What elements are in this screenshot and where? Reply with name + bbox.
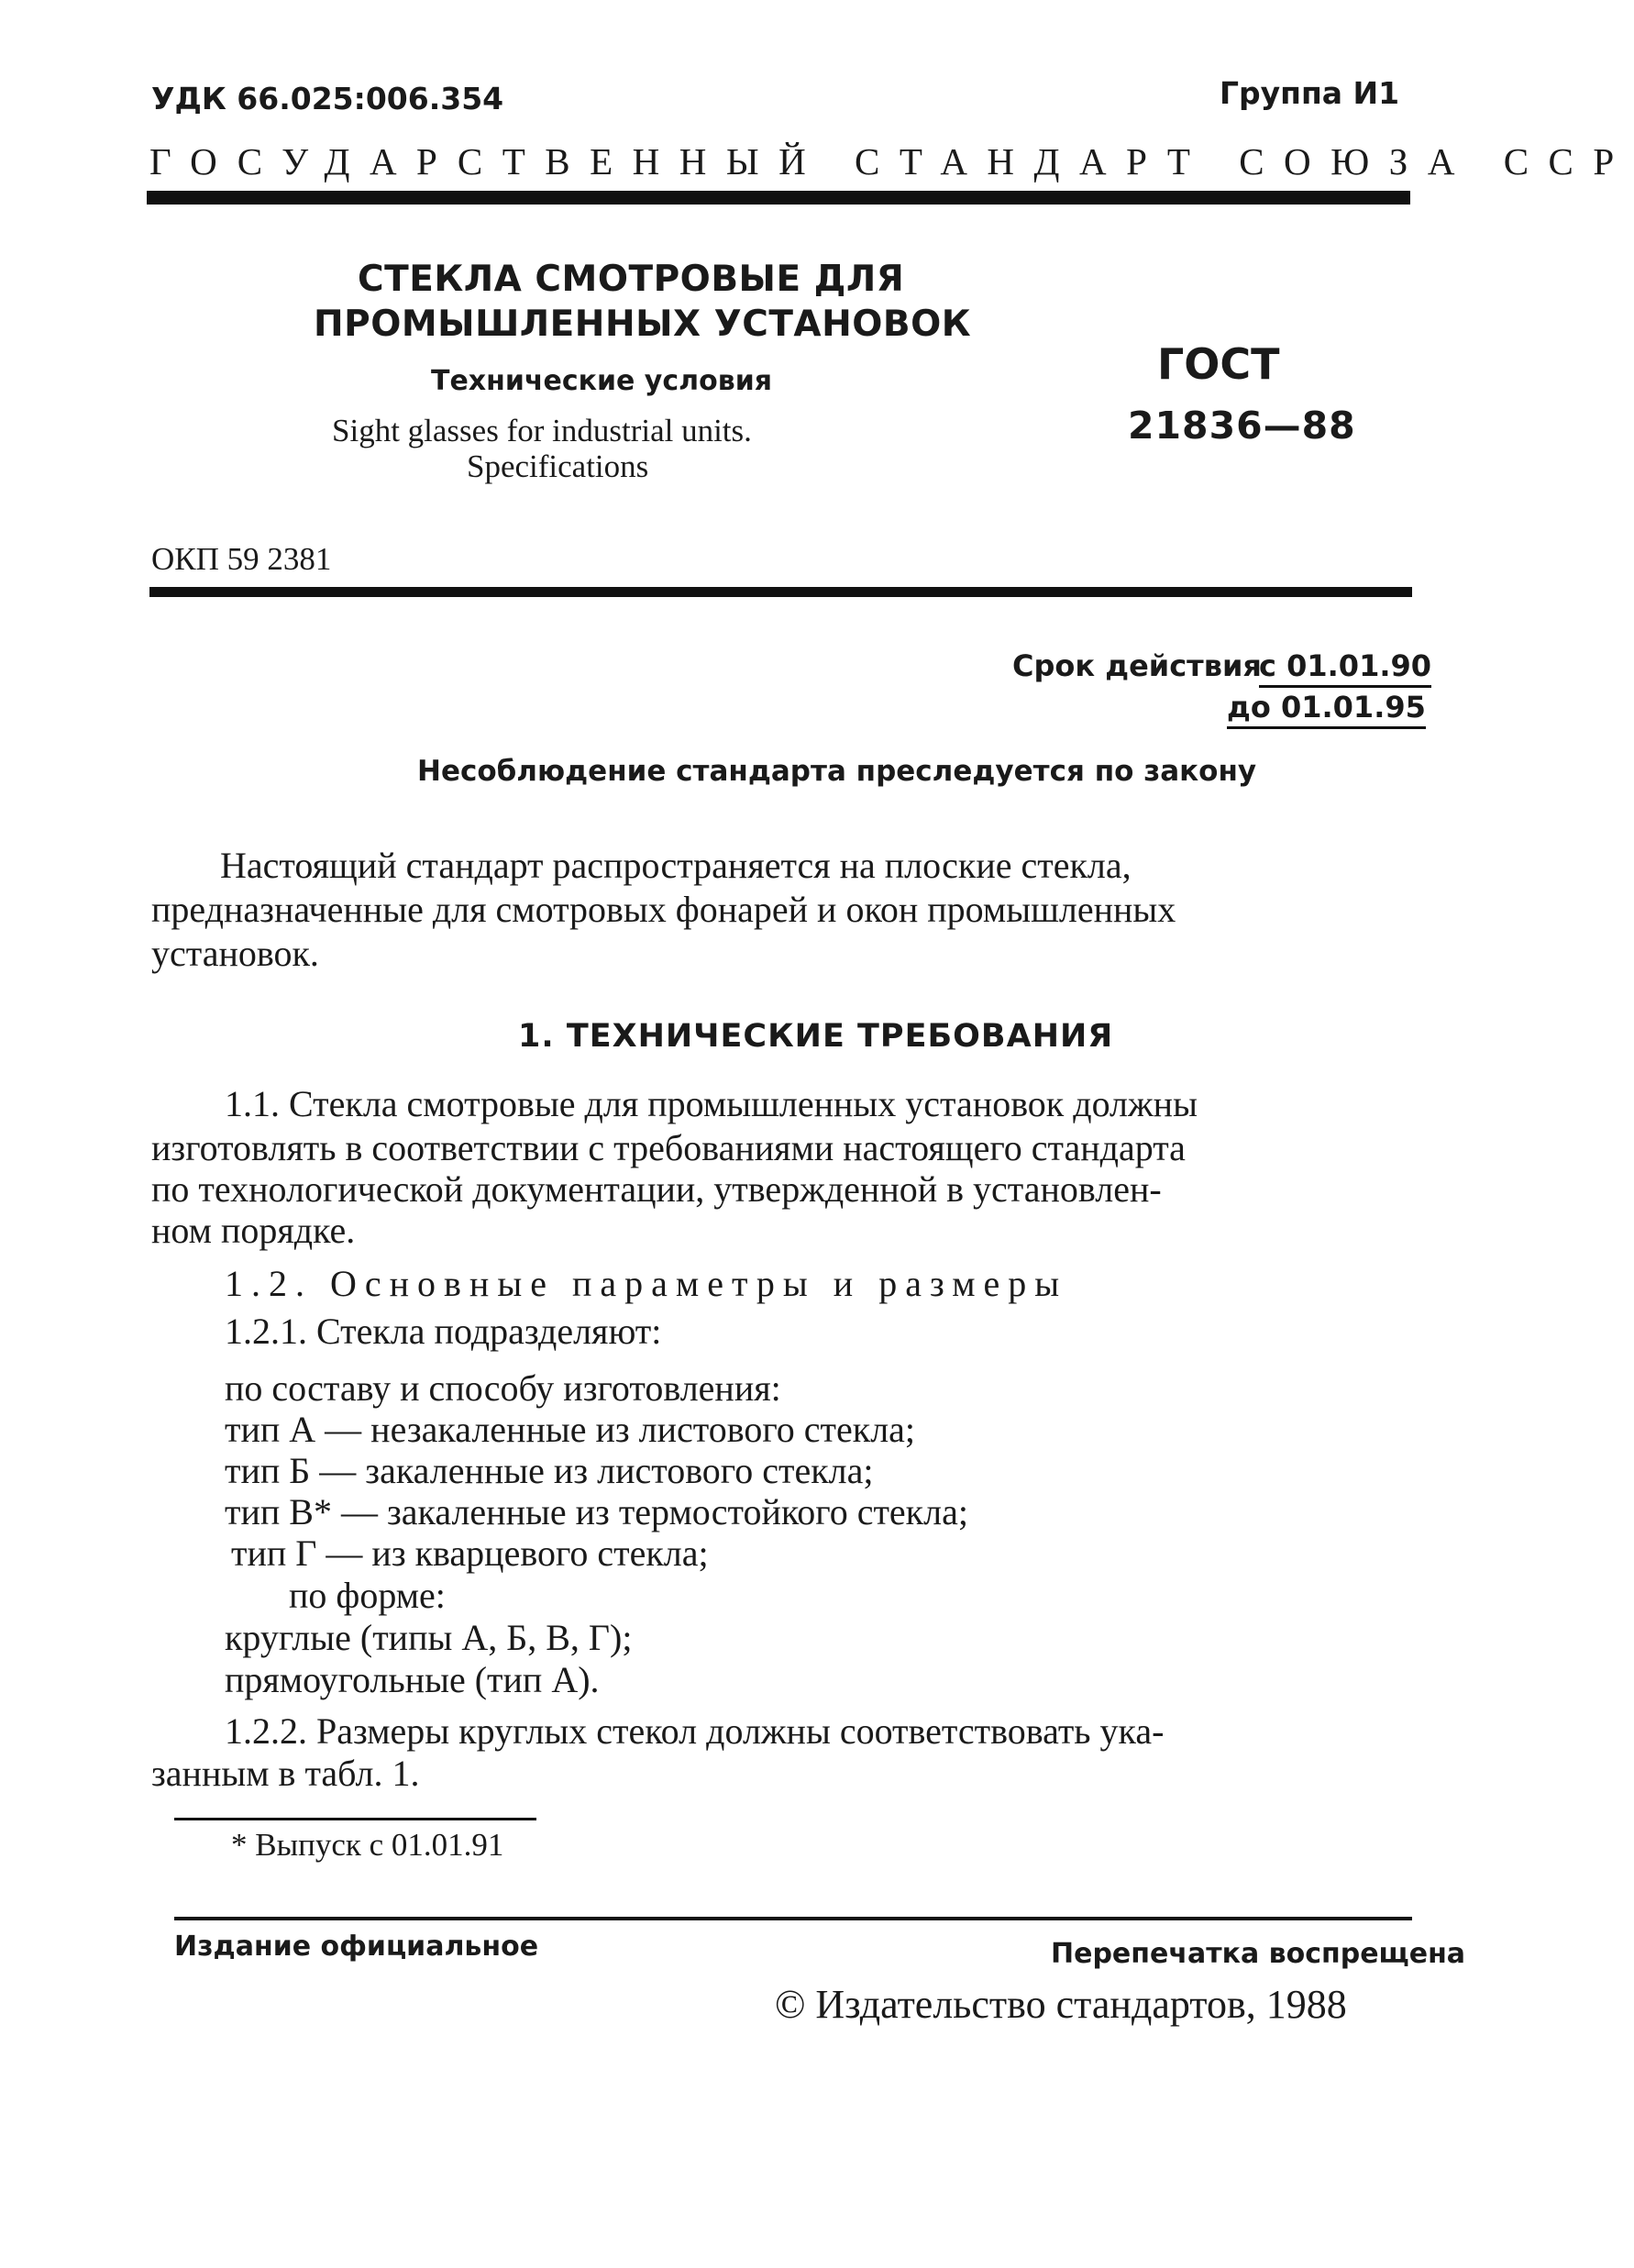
list-item: по форме: — [289, 1575, 446, 1616]
official-edition: Издание официальное — [174, 1931, 539, 1963]
footer-divider — [174, 1917, 1412, 1920]
header-divider — [147, 191, 1410, 205]
clause-1-2-2-line-1: 1.2.2. Размеры круглых стекол должны соответствовать ука- — [225, 1710, 1165, 1752]
title-divider — [149, 587, 1412, 597]
footnote: * Выпуск с 01.01.91 — [231, 1827, 504, 1863]
validity-label: Срок действия — [1012, 648, 1262, 683]
footnote-divider — [174, 1818, 536, 1820]
clause-1-1-line-4: ном порядке. — [151, 1210, 356, 1251]
group-code: Группа И1 — [1220, 75, 1400, 111]
list-item: по составу и способу изготовления: — [225, 1367, 781, 1409]
gost-number: 21836—88 — [1128, 404, 1356, 448]
subtitle: Технические условия — [431, 365, 772, 397]
gost-label: ГОСТ — [1157, 339, 1280, 389]
publisher-copyright: © Издательство стандартов, 1988 — [775, 1982, 1347, 2027]
list-item: тип А — незакаленные из листового стекла; — [225, 1409, 916, 1450]
title-line-1: СТЕКЛА СМОТРОВЫЕ ДЛЯ — [358, 259, 905, 300]
validity-from: с 01.01.90 — [1259, 648, 1431, 688]
clause-1-1-line-3: по технологической документации, утвержденной в установлен- — [151, 1168, 1162, 1210]
section-heading: 1. ТЕХНИЧЕСКИЕ ТРЕБОВАНИЯ — [518, 1018, 1114, 1055]
reprint-notice: Перепечатка воспрещена — [1051, 1938, 1466, 1970]
clause-1-2-heading: 1.2. Основные параметры и размеры — [225, 1263, 1068, 1304]
intro-line-3: установок. — [151, 933, 319, 974]
law-notice: Несоблюдение стандарта преследуется по закону — [417, 755, 1257, 788]
list-item: прямоугольные (тип А). — [225, 1659, 600, 1700]
validity-to: до 01.01.95 — [1227, 690, 1426, 729]
list-item: тип В* — закаленные из термостойкого стекла; — [225, 1491, 968, 1532]
list-item: тип Г — из кварцевого стекла; — [231, 1532, 709, 1574]
list-item: тип Б — закаленные из листового стекла; — [225, 1450, 874, 1491]
clause-1-1-line-1: 1.1. Стекла смотровые для промышленных установок должны — [225, 1083, 1198, 1124]
clause-1-2-2-line-2: занным в табл. 1. — [151, 1753, 420, 1794]
intro-line-2: предназначенные для смотровых фонарей и окон промышленных — [151, 889, 1176, 930]
clause-1-2-1: 1.2.1. Стекла подразделяют: — [225, 1311, 662, 1352]
clause-1-1-line-2: изготовлять в соответствии с требованиями настоящего стандарта — [151, 1127, 1186, 1168]
okp-code: ОКП 59 2381 — [151, 541, 332, 577]
intro-line-1: Настоящий стандарт распространяется на плоские стекла, — [220, 845, 1132, 886]
udk-code: УДК 66.025:006.354 — [151, 81, 504, 116]
list-item: круглые (типы А, Б, В, Г); — [225, 1617, 633, 1658]
state-standard-banner: ГОСУДАРСТВЕННЫЙ СТАНДАРТ СОЮЗА ССР — [149, 140, 1634, 183]
english-title-line-1: Sight glasses for industrial units. — [332, 413, 752, 448]
english-title-line-2: Specifications — [467, 448, 649, 484]
title-line-2: ПРОМЫШЛЕННЫХ УСТАНОВОК — [314, 304, 972, 345]
